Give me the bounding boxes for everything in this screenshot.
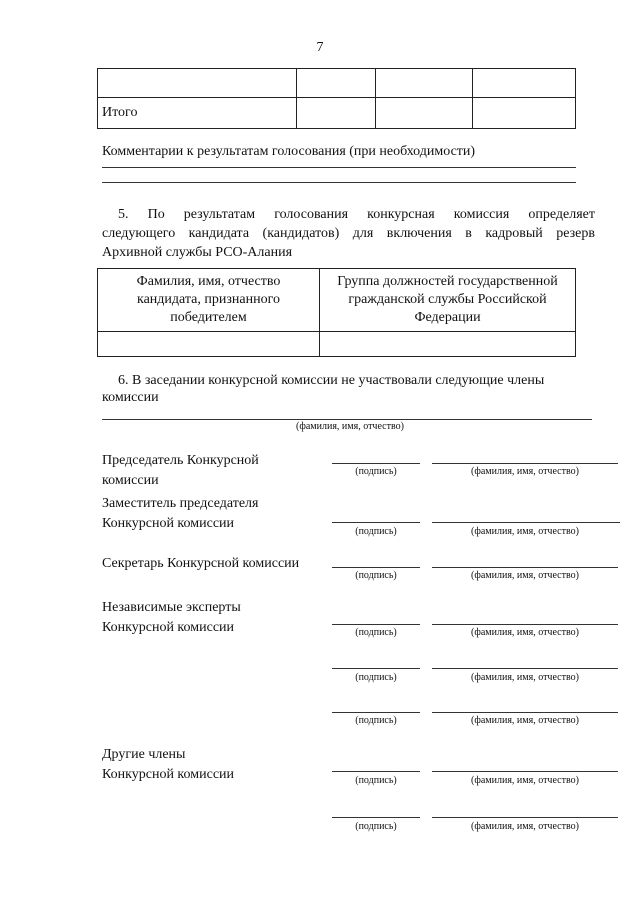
table-header-row xyxy=(98,269,576,332)
header-line: победителем xyxy=(170,310,247,325)
page-number: 7 xyxy=(316,40,324,55)
header-line: Фамилия, имя, отчество xyxy=(136,274,281,289)
section5-line3: Архивной службы РСО-Алания xyxy=(102,245,293,260)
header-line: Группа должностей государственной xyxy=(337,274,558,289)
section5-line2: следующего кандидата (кандидатов) для включения в кадровый резерв xyxy=(102,226,595,241)
table-cell xyxy=(98,332,320,357)
name-caption: (фамилия, имя, отчество) xyxy=(471,466,579,477)
signature-line xyxy=(332,463,420,464)
name-caption: (фамилия, имя, отчество) xyxy=(471,821,579,832)
name-line xyxy=(432,567,618,568)
role-line: Конкурсной комиссии xyxy=(102,620,235,635)
table-cell xyxy=(297,69,376,98)
chairman-label xyxy=(102,451,322,491)
name-caption: (фамилия, имя, отчество) xyxy=(471,570,579,581)
signature-line xyxy=(332,522,420,523)
name-line xyxy=(432,522,620,523)
header-candidate-name xyxy=(98,269,320,332)
header-line: гражданской службы Российской xyxy=(348,292,547,307)
table-row xyxy=(98,332,576,357)
role-line: Конкурсной комиссии xyxy=(102,516,235,531)
experts-label xyxy=(102,598,322,638)
role-line: Конкурсной комиссии xyxy=(102,767,235,782)
signature-line xyxy=(332,817,420,818)
name-caption: (фамилия, имя, отчество) xyxy=(471,775,579,786)
role-line: Заместитель председателя xyxy=(102,496,259,511)
section5-line1: 5. По результатам голосования конкурсная комиссия определяет xyxy=(118,207,595,222)
name-caption: (фамилия, имя, отчество) xyxy=(471,672,579,683)
signature-line xyxy=(332,624,420,625)
absent-members-line xyxy=(102,419,592,420)
comments-line-1 xyxy=(102,167,576,168)
absent-members-caption: (фамилия, имя, отчество) xyxy=(296,421,404,432)
other-members-label xyxy=(102,745,322,785)
role-line: Другие члены xyxy=(102,747,186,762)
winners-table xyxy=(97,268,576,357)
voting-results-table xyxy=(97,68,576,129)
signature-line xyxy=(332,567,420,568)
role-line: комиссии xyxy=(102,473,159,488)
table-cell xyxy=(376,69,473,98)
signature-caption: (подпись) xyxy=(355,570,397,581)
secretary-label xyxy=(102,554,342,574)
name-line xyxy=(432,668,618,669)
signature-caption: (подпись) xyxy=(355,821,397,832)
name-caption: (фамилия, имя, отчество) xyxy=(471,715,579,726)
table-cell xyxy=(473,98,576,129)
role-line: Председатель Конкурсной xyxy=(102,453,259,468)
role-line: Независимые эксперты xyxy=(102,600,241,615)
signature-line xyxy=(332,771,420,772)
name-line xyxy=(432,712,618,713)
signature-caption: (подпись) xyxy=(355,627,397,638)
signature-line xyxy=(332,668,420,669)
name-line xyxy=(432,624,618,625)
name-line xyxy=(432,771,618,772)
role-line: Секретарь Конкурсной комиссии xyxy=(102,556,300,571)
signature-caption: (подпись) xyxy=(355,466,397,477)
table-row-total xyxy=(98,98,576,129)
header-line: Федерации xyxy=(414,310,481,325)
header-position-group xyxy=(320,269,576,332)
name-line xyxy=(432,817,618,818)
section6-line2: комиссии xyxy=(102,390,159,405)
signature-caption: (подпись) xyxy=(355,715,397,726)
table-cell xyxy=(376,98,473,129)
table-row xyxy=(98,69,576,98)
signature-line xyxy=(332,712,420,713)
section6-line1: 6. В заседании конкурсной комиссии не участвовали следующие члены xyxy=(118,373,545,388)
name-caption: (фамилия, имя, отчество) xyxy=(471,627,579,638)
signature-caption: (подпись) xyxy=(355,672,397,683)
table-cell xyxy=(320,332,576,357)
signature-caption: (подпись) xyxy=(355,526,397,537)
table-cell xyxy=(98,69,297,98)
name-line xyxy=(432,463,618,464)
total-label: Итого xyxy=(98,98,297,129)
table-cell xyxy=(297,98,376,129)
signature-caption: (подпись) xyxy=(355,775,397,786)
comments-line-2 xyxy=(102,182,576,183)
comments-label: Комментарии к результатам голосования (при необходимости) xyxy=(102,144,476,159)
deputy-label xyxy=(102,494,322,534)
name-caption: (фамилия, имя, отчество) xyxy=(471,526,579,537)
header-line: кандидата, признанного xyxy=(137,292,280,307)
table-cell xyxy=(473,69,576,98)
